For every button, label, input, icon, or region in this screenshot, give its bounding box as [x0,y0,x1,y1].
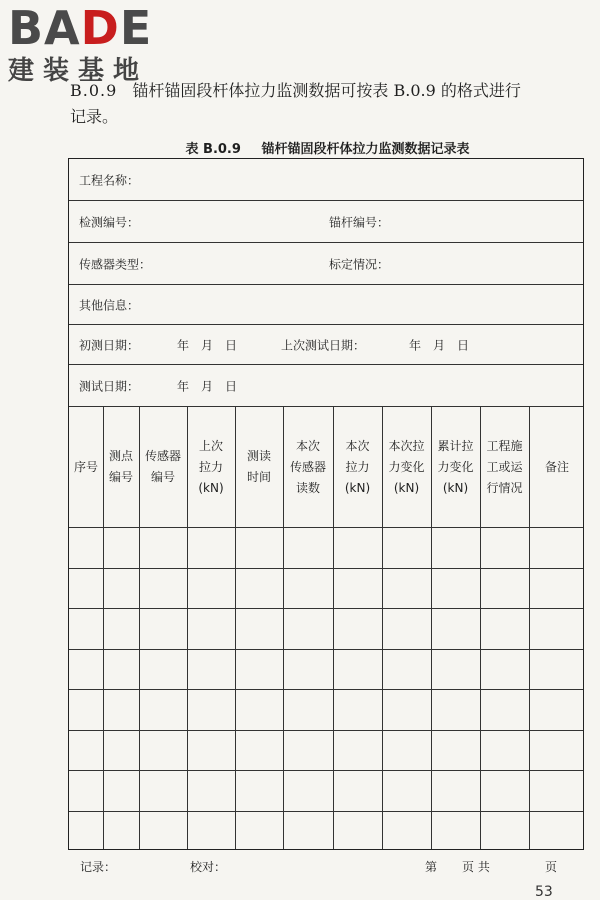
column-header-line: (kN) [393,480,420,495]
column-divider [480,407,481,849]
page-number: 53 [535,884,553,900]
column-header-6 [333,407,382,527]
table-row-divider [69,608,583,609]
column-header-line: (kN) [198,480,224,495]
column-header-line: 工程施 [486,438,523,453]
label-anchor-no: 锚杆编号： [329,215,390,229]
row-dates [69,325,583,365]
column-header-line: 拉力 [345,459,370,474]
column-header-line: 时间 [246,470,271,484]
column-header-10 [529,407,585,527]
footer-page-no: 第 [425,860,438,874]
column-header-line: 序号 [73,459,98,474]
column-header-line: 本次 [345,438,370,453]
label-inspection-no: 检测编号： [79,215,140,229]
table-title [70,138,585,157]
column-header-line: 上次 [198,438,223,453]
label-sensor-type: 传感器类型： [79,257,152,271]
table-row-divider [69,689,583,690]
column-divider [103,407,104,849]
label-last-date: 上次测试日期： [281,338,366,352]
column-header-line: 拉力 [198,459,223,474]
column-header-line: 测读 [246,449,271,463]
table-row-divider [69,649,583,650]
row-project-name [69,159,583,201]
column-header-line: 备注 [544,459,569,474]
data-grid [69,407,583,849]
row-inspection [69,201,583,243]
footer-recorder: 记录： [80,860,117,874]
form-footer [80,858,560,878]
column-divider [283,407,284,849]
table-row-divider [69,730,583,731]
column-header-5 [283,407,333,527]
column-divider [139,407,140,849]
column-header-0 [69,407,103,527]
row-test-date [69,365,583,407]
test-date-ymd: 年 月 日 [177,379,238,393]
column-header-line: 累计拉 [437,438,474,453]
column-header-line: 编号 [150,470,175,484]
intro-text-line1: 锚杆锚固段杆体拉力监测数据可按表 B.0.9 的格式进行 [132,81,521,100]
column-divider [529,407,530,849]
column-header-line: (kN) [344,480,371,495]
column-divider [431,407,432,849]
column-header-3 [187,407,235,527]
column-header-line: 编号 [108,470,133,484]
column-header-line: 传感器 [144,449,181,463]
column-header-8 [431,407,480,527]
column-divider [333,407,334,849]
table-name: 锚杆锚固段杆体拉力监测数据记录表 [261,142,470,157]
last-date-ymd: 年 月 日 [409,338,470,352]
column-header-line: (kN) [442,480,469,495]
column-header-line: 读数 [295,480,320,495]
table-row-divider [69,811,583,812]
footer-page-end: 页 [545,860,558,874]
intro-paragraph [70,78,590,130]
column-header-line: 传感器 [289,459,326,474]
label-initial-date: 初测日期： [79,338,140,352]
record-form-table [68,158,584,850]
column-header-line: 行情况 [486,480,523,495]
column-header-line: 本次拉 [388,438,425,453]
logo-wordmark: BADE [8,1,153,55]
column-header-line: 工或运 [486,459,523,474]
column-header-line: 力变化 [437,459,474,474]
column-divider [187,407,188,849]
initial-date-ymd: 年 月 日 [177,338,238,352]
header-divider [69,527,583,528]
logo-subtitle: 建装基地 [8,56,149,86]
column-header-1 [103,407,139,527]
column-header-line: 测点 [108,449,133,463]
label-calibration: 标定情况： [329,257,390,271]
table-row-divider [69,568,583,569]
column-header-line: 本次 [295,438,320,453]
column-header-line: 力变化 [388,459,425,474]
column-header-9 [480,407,529,527]
column-header-2 [139,407,187,527]
column-divider [235,407,236,849]
label-project-name: 工程名称： [79,173,140,187]
table-row-divider [69,770,583,771]
intro-text-line2: 记录。 [70,107,119,126]
column-header-4 [235,407,283,527]
label-test-date: 测试日期： [79,379,140,393]
footer-checker: 校对： [190,860,227,874]
column-divider [382,407,383,849]
row-other-info [69,285,583,325]
column-header-7 [382,407,431,527]
section-number: B.0.9 [70,81,118,100]
table-number: 表 B.0.9 [185,142,241,157]
row-sensor [69,243,583,285]
footer-page-of: 页 共 [462,860,490,874]
label-other-info: 其他信息： [79,298,140,312]
logo [8,2,178,90]
